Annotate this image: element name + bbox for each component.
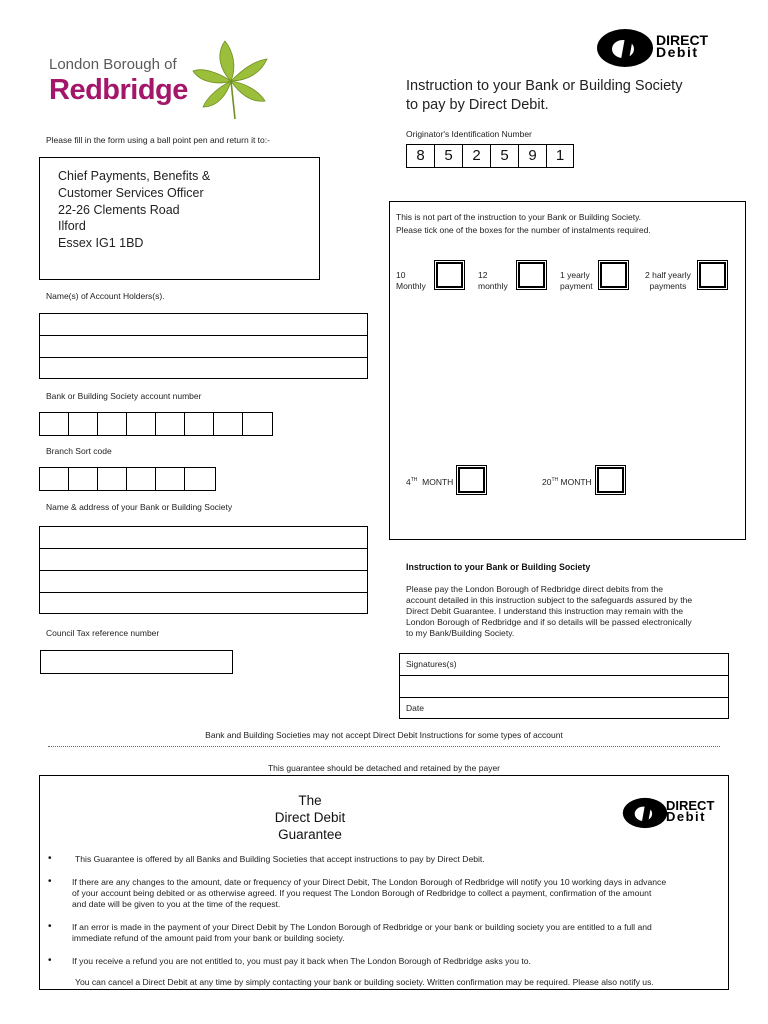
council-tax-label: Council Tax reference number	[46, 628, 160, 638]
address-line: Chief Payments, Benefits &	[58, 169, 211, 183]
form-title-line1: Instruction to your Bank or Building Society	[406, 78, 683, 94]
chestnut-leaf-icon	[191, 37, 271, 121]
date-label: Date	[406, 703, 424, 713]
sort-code-digit-input[interactable]	[97, 467, 127, 491]
guarantee-bullet-1: This Guarantee is offered by all Banks and Building Societies that accept instructions to pay by Direct Debit.	[75, 854, 485, 864]
guarantee-panel	[39, 775, 729, 990]
signature-field[interactable]	[399, 653, 729, 676]
option-1-yearly-checkbox[interactable]	[600, 262, 627, 288]
originator-digit: 5	[490, 144, 519, 168]
start-4th-month-checkbox[interactable]	[458, 467, 485, 493]
return-address-box	[39, 157, 320, 280]
originator-digit: 9	[518, 144, 547, 168]
option-1-yearly-label: 1 yearly payment	[560, 270, 593, 291]
account-holder-input[interactable]	[39, 335, 368, 358]
option-10-monthly-checkbox[interactable]	[436, 262, 463, 288]
sort-code-digit-input[interactable]	[39, 467, 69, 491]
address-line: 22-26 Clements Road	[58, 202, 180, 217]
originator-label: Originator's Identification Number	[406, 129, 532, 139]
originator-id-boxes	[406, 144, 574, 168]
guarantee-bullet-3: If an error is made in the payment of your Direct Debit by The London Borough of Redbridge or your bank or building society you are entitled to a full and immediate refund of the amount paid from your bank or building society.	[72, 922, 652, 943]
account-number-digit-input[interactable]	[97, 412, 127, 436]
council-tax-input[interactable]	[40, 650, 233, 674]
logo-line2: Redbridge	[49, 74, 188, 106]
return-instruction: Please fill in the form using a ball point pen and return it to:-	[46, 135, 270, 145]
sort-code-digit-input[interactable]	[155, 467, 185, 491]
bullet-icon: •	[48, 853, 52, 864]
signature-field-2[interactable]	[399, 675, 729, 698]
instalments-panel	[389, 201, 746, 540]
form-title-line2: to pay by Direct Debit.	[406, 97, 549, 113]
bank-address-label: Name & address of your Bank or Building Society	[46, 502, 233, 512]
originator-digit: 2	[462, 144, 491, 168]
account-number-digit-input[interactable]	[213, 412, 243, 436]
footer-note: Bank and Building Societies may not accept Direct Debit Instructions for some types of account	[205, 730, 563, 740]
address-line: Ilford	[58, 219, 86, 234]
guarantee-closing: You can cancel a Direct Debit at any time by simply contacting your bank or building society. Written confirmation may be required. Please also notify us.	[75, 977, 654, 987]
signatures-label: Signatures(s)	[406, 659, 457, 669]
bullet-icon: •	[48, 876, 52, 887]
account-holder-input[interactable]	[39, 357, 368, 379]
account-number-digit-input[interactable]	[126, 412, 156, 436]
instalments-note-line1: This is not part of the instruction to your Bank or Building Society.	[396, 212, 642, 222]
account-number-digit-input[interactable]	[242, 412, 273, 436]
guarantee-bullet-2: If there are any changes to the amount, date or frequency of your Direct Debit, The London Borough of Redbridge will notify you 10 working days in advance of your account being debited or as otherwise agreed. If you request The London Borough of Redbridge to collect a payment, confirmation of the amount and date will be given to you at the time of the request.	[72, 877, 667, 909]
option-10-monthly-label: 10 Monthly	[396, 270, 426, 291]
bullet-icon: •	[48, 955, 52, 966]
bank-address-input[interactable]	[39, 526, 368, 549]
start-4th-month-label: 4TH MONTH	[406, 477, 454, 487]
account-number-label: Bank or Building Society account number	[46, 391, 202, 401]
direct-debit-mark-icon	[622, 796, 668, 830]
guarantee-title: The Direct Debit Guarantee	[274, 793, 346, 842]
option-12-monthly-checkbox[interactable]	[518, 262, 545, 288]
bank-address-input[interactable]	[39, 570, 368, 593]
instruction-body: Please pay the London Borough of Redbridge direct debits from the account detailed in this instruction subject to the safeguards assured by the Direct Debit Guarantee. I understand this instruction may remain with the London Borough of Redbridge and if so details will be passed electronically to my Bank/Building Society.	[406, 584, 693, 638]
direct-debit-word2: Debit	[656, 44, 699, 60]
detach-note: This guarantee should be detached and retained by the payer	[267, 763, 501, 773]
option-12-monthly-label: 12 monthly	[478, 270, 508, 291]
instalments-note-line2: Please tick one of the boxes for the number of instalments required.	[396, 225, 651, 235]
bank-address-input[interactable]	[39, 548, 368, 571]
originator-digit: 1	[546, 144, 574, 168]
sort-code-digit-input[interactable]	[126, 467, 156, 491]
sort-code-digit-input[interactable]	[68, 467, 98, 491]
direct-debit-word1: DIRECT	[666, 798, 715, 813]
sort-code-boxes	[39, 467, 216, 491]
logo-line1: London Borough of	[49, 56, 177, 73]
direct-debit-logo	[596, 28, 726, 68]
start-20th-month-label: 20TH MONTH	[542, 477, 592, 487]
sort-code-label: Branch Sort code	[46, 446, 112, 456]
account-number-digit-input[interactable]	[68, 412, 98, 436]
address-line: Customer Services Officer	[58, 185, 204, 200]
account-number-digit-input[interactable]	[184, 412, 214, 436]
account-holder-input[interactable]	[39, 313, 368, 336]
address-line: Essex IG1 1BD	[58, 236, 144, 251]
start-20th-month-checkbox[interactable]	[597, 467, 624, 493]
date-field[interactable]	[399, 697, 729, 719]
originator-digit: 8	[406, 144, 435, 168]
account-number-digit-input[interactable]	[155, 412, 185, 436]
signature-date-block	[399, 653, 729, 719]
option-2-half-yearly-checkbox[interactable]	[699, 262, 726, 288]
bank-address-fields	[39, 526, 368, 614]
detach-line	[48, 746, 720, 747]
guarantee-direct-debit-logo	[622, 796, 732, 830]
guarantee-bullet-4: If you receive a refund you are not entitled to, you must pay it back when The London Borough of Redbridge asks you to.	[72, 956, 531, 966]
direct-debit-word2: Debit	[666, 809, 706, 824]
account-number-digit-input[interactable]	[39, 412, 69, 436]
account-number-boxes	[39, 412, 273, 436]
originator-digit: 5	[434, 144, 463, 168]
instruction-heading: Instruction to your Bank or Building Society	[406, 562, 591, 572]
council-logo	[49, 54, 279, 124]
direct-debit-mark-icon	[596, 28, 654, 68]
sort-code-digit-input[interactable]	[184, 467, 216, 491]
option-2-half-yearly-label: 2 half yearly payments	[645, 270, 691, 291]
bank-address-input[interactable]	[39, 592, 368, 614]
direct-debit-word1: DIRECT	[656, 32, 709, 48]
form-title	[406, 77, 682, 115]
account-holders-label: Name(s) of Account Holders(s).	[46, 291, 165, 301]
bullet-icon: •	[48, 921, 52, 932]
return-address	[58, 168, 210, 252]
account-holders-fields	[39, 313, 368, 379]
